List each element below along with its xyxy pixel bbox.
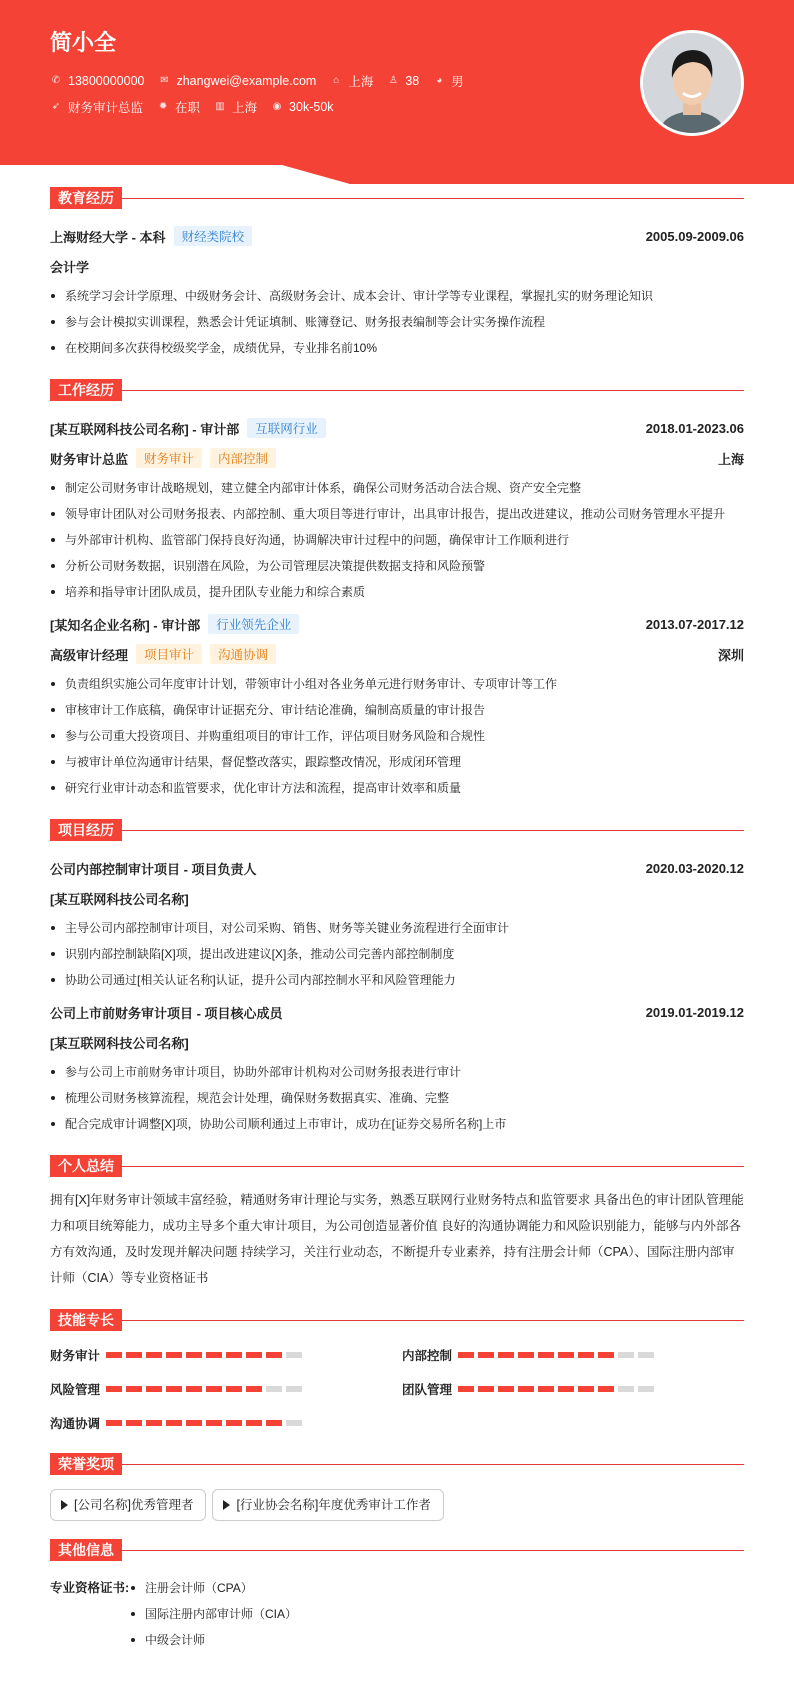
work-city: 上海 xyxy=(232,101,258,115)
project-item xyxy=(50,999,744,1137)
skill-level-bar xyxy=(458,1352,654,1358)
triangle-icon xyxy=(223,1500,230,1510)
level-segment xyxy=(458,1352,474,1358)
send-icon: ➶ xyxy=(51,101,61,112)
list-item: 参与公司上市前财务审计项目，协助外部审计机构对公司财务报表进行审计 xyxy=(50,1059,744,1085)
skill-level-bar xyxy=(106,1420,302,1426)
project-title: 公司上市前财务审计项目 - 项目核心成员 xyxy=(50,1005,283,1021)
list-item: 研究行业审计动态和监管要求，优化审计方法和流程，提高审计效率和质量 xyxy=(50,775,744,801)
company: [某互联网科技公司名称] - 审计部 xyxy=(50,421,240,437)
work-item xyxy=(50,611,744,801)
skill-item xyxy=(402,1343,742,1367)
divider xyxy=(122,1320,744,1321)
section-skills xyxy=(50,1309,744,1331)
position: 财务审计总监 xyxy=(68,101,144,115)
industry-tag: 互联网行业 xyxy=(247,418,326,438)
level-segment xyxy=(146,1386,162,1392)
triangle-icon xyxy=(61,1500,68,1510)
home-icon: ⌂ xyxy=(333,75,340,86)
divider xyxy=(122,198,744,199)
work-city: 上海 xyxy=(717,451,744,467)
gender: 男 xyxy=(451,75,464,89)
role-group xyxy=(50,644,276,664)
project-header xyxy=(50,999,744,1025)
skill-name: 风险管理 xyxy=(50,1383,101,1397)
level-segment xyxy=(106,1352,122,1358)
level-segment xyxy=(126,1386,142,1392)
list-item: 与被审计单位沟通审计结果，督促整改落实，跟踪整改情况，形成闭环管理 xyxy=(50,749,744,775)
role-group xyxy=(50,448,276,468)
role: 财务审计总监 xyxy=(50,451,129,467)
level-segment xyxy=(246,1386,262,1392)
candidate-name: 简小全 xyxy=(50,30,117,55)
level-segment xyxy=(478,1386,494,1392)
level-segment xyxy=(638,1386,654,1392)
status: 在职 xyxy=(175,101,201,115)
gender-icon: ◕ xyxy=(436,75,443,86)
level-segment xyxy=(538,1352,554,1358)
work-title-group xyxy=(50,614,299,634)
level-segment xyxy=(266,1352,282,1358)
skill-level-bar xyxy=(106,1352,302,1358)
skill-item xyxy=(402,1377,742,1401)
skill-item xyxy=(50,1411,402,1435)
work-city: 深圳 xyxy=(717,647,744,663)
skill-level-bar xyxy=(106,1386,302,1392)
list-item: 协助公司通过[相关认证名称]认证，提升公司内部控制水平和风险管理能力 xyxy=(50,967,744,993)
status-icon: ✹ xyxy=(158,101,168,112)
role: 高级审计经理 xyxy=(50,647,129,663)
level-segment xyxy=(166,1386,182,1392)
section-awards xyxy=(50,1453,744,1475)
work-date: 2013.07-2017.12 xyxy=(645,616,744,632)
level-segment xyxy=(246,1352,262,1358)
project-date: 2019.01-2019.12 xyxy=(645,1004,744,1020)
work-bullets xyxy=(50,671,744,801)
skill-tag: 项目审计 xyxy=(136,644,202,664)
phone-icon: ✆ xyxy=(51,75,61,86)
work-list xyxy=(50,415,744,801)
skills-grid xyxy=(50,1343,744,1435)
list-item: 中级会计师 xyxy=(130,1627,297,1653)
level-segment xyxy=(226,1420,242,1426)
level-segment xyxy=(186,1352,202,1358)
level-segment xyxy=(518,1352,534,1358)
section-work xyxy=(50,379,744,401)
level-segment xyxy=(226,1386,242,1392)
level-segment xyxy=(126,1352,142,1358)
project-bullets xyxy=(50,915,744,993)
divider xyxy=(122,1550,744,1551)
work-item xyxy=(50,415,744,605)
level-segment xyxy=(206,1386,222,1392)
level-segment xyxy=(618,1386,634,1392)
section-title: 项目经历 xyxy=(50,819,122,841)
list-item: 识别内部控制缺陷[X]项，提出改进建议[X]条，推动公司完善内部控制制度 xyxy=(50,941,744,967)
skill-tag: 沟通协调 xyxy=(210,644,276,664)
level-segment xyxy=(206,1352,222,1358)
level-segment xyxy=(146,1420,162,1426)
list-item: 参与公司重大投资项目、并购重组项目的审计工作，评估项目财务风险和合规性 xyxy=(50,723,744,749)
project-bullets xyxy=(50,1059,744,1137)
level-segment xyxy=(186,1386,202,1392)
skill-name: 沟通协调 xyxy=(50,1417,101,1431)
level-segment xyxy=(598,1352,614,1358)
role-row xyxy=(50,641,744,667)
salary-icon: ◉ xyxy=(272,101,282,112)
project-title: 公司内部控制审计项目 - 项目负责人 xyxy=(50,861,257,877)
list-item: 制定公司财务审计战略规划，建立健全内部审计体系，确保公司财务活动合法合规、资产安全完整 xyxy=(50,475,744,501)
section-title: 个人总结 xyxy=(50,1155,122,1177)
list-item: 系统学习会计学原理、中级财务会计、高级财务会计、成本会计、审计学等专业课程，掌握扎实的财务理论知识 xyxy=(50,283,744,309)
header xyxy=(0,0,794,185)
certificates-label: 专业资格证书: xyxy=(50,1581,130,1595)
divider xyxy=(122,1464,744,1465)
list-item: 分析公司财务数据，识别潜在风险，为公司管理层决策提供数据支持和风险预警 xyxy=(50,553,744,579)
level-segment xyxy=(286,1420,302,1426)
awards xyxy=(50,1489,744,1521)
list-item: 主导公司内部控制审计项目，对公司采购、销售、财务等关键业务流程进行全面审计 xyxy=(50,915,744,941)
level-segment xyxy=(578,1352,594,1358)
skill-item xyxy=(50,1377,402,1401)
section-title: 荣誉奖项 xyxy=(50,1453,122,1475)
award-label: [行业协会名称]年度优秀审计工作者 xyxy=(236,1498,431,1512)
section-other xyxy=(50,1539,744,1561)
level-segment xyxy=(246,1420,262,1426)
section-education xyxy=(50,187,744,209)
level-segment xyxy=(478,1352,494,1358)
level-segment xyxy=(618,1352,634,1358)
skill-level-bar xyxy=(458,1386,654,1392)
level-segment xyxy=(558,1386,574,1392)
avatar xyxy=(640,30,744,136)
list-item: 审核审计工作底稿，确保审计证据充分、审计结论准确，编制高质量的审计报告 xyxy=(50,697,744,723)
phone: 13800000000 xyxy=(68,74,145,88)
level-segment xyxy=(126,1420,142,1426)
contact-row xyxy=(50,72,464,90)
work-title-group xyxy=(50,418,326,438)
level-segment xyxy=(498,1352,514,1358)
list-item: 配合完成审计调整[X]项，协助公司顺利通过上市审计，成功在[证券交易所名称]上市 xyxy=(50,1111,744,1137)
list-item: 参与会计模拟实训课程，熟悉会计凭证填制、账簿登记、财务报表编制等会计实务操作流程 xyxy=(50,309,744,335)
skill-name: 团队管理 xyxy=(402,1383,453,1397)
level-segment xyxy=(146,1352,162,1358)
level-segment xyxy=(266,1420,282,1426)
level-segment xyxy=(578,1386,594,1392)
project-date: 2020.03-2020.12 xyxy=(645,860,744,876)
summary-text: 拥有[X]年财务审计领域丰富经验，精通财务审计理论与实务，熟悉互联网行业财务特点和监管要求 具备出色的审计团队管理能力和项目统筹能力，成功主导多个重大审计项目，为公司创造显著价值 良好的沟通协调能力和风险识别能力，能够与内外部各方有效沟通，及时发现并解决问题 持续学习，关注行业动态，不断提升专业素养，持有注册会计师（CPA）、国际注册内部审计师（CIA）等专业资格证书 xyxy=(50,1193,744,1285)
skill-tag: 内部控制 xyxy=(210,448,276,468)
project-list xyxy=(50,855,744,1137)
school-tag: 财经类院校 xyxy=(174,226,253,246)
level-segment xyxy=(206,1420,222,1426)
section-summary xyxy=(50,1155,744,1177)
skill-item xyxy=(50,1343,402,1367)
project-org: [某互联网科技公司名称] xyxy=(50,1035,189,1051)
skill-name: 内部控制 xyxy=(402,1349,453,1363)
list-item: 负责组织实施公司年度审计计划，带领审计小组对各业务单元进行财务审计、专项审计等工作 xyxy=(50,671,744,697)
project-header xyxy=(50,855,744,881)
age: 38 xyxy=(405,74,420,88)
section-title: 教育经历 xyxy=(50,187,122,209)
section-title: 工作经历 xyxy=(50,379,122,401)
work-header xyxy=(50,415,744,441)
mail-icon: ✉ xyxy=(160,75,169,86)
section-projects xyxy=(50,819,744,841)
project-item xyxy=(50,855,744,993)
level-segment xyxy=(558,1352,574,1358)
divider xyxy=(122,830,744,831)
work-bullets xyxy=(50,475,744,605)
list-item: 培养和指导审计团队成员，提升团队专业能力和综合素质 xyxy=(50,579,744,605)
award-label: [公司名称]优秀管理者 xyxy=(74,1498,194,1512)
education-header xyxy=(50,223,744,249)
salary: 30k-50k xyxy=(289,100,334,114)
edu-date: 2005.09-2009.06 xyxy=(645,228,744,244)
level-segment xyxy=(598,1386,614,1392)
list-item: 与外部审计机构、监管部门保持良好沟通，协调解决审计过程中的问题，确保审计工作顺利进行 xyxy=(50,527,744,553)
list-item: 在校期间多次获得校级奖学金，成绩优异，专业排名前10% xyxy=(50,335,744,361)
work-date: 2018.01-2023.06 xyxy=(645,420,744,436)
level-segment xyxy=(638,1352,654,1358)
list-item: 领导审计团队对公司财务报表、内部控制、重大项目等进行审计，出具审计报告，提出改进建议，推动公司财务管理水平提升 xyxy=(50,501,744,527)
level-segment xyxy=(166,1352,182,1358)
level-segment xyxy=(498,1386,514,1392)
major: 会计学 xyxy=(50,259,90,275)
company: [某知名企业名称] - 审计部 xyxy=(50,617,201,633)
resume-body xyxy=(50,187,744,1653)
divider xyxy=(122,390,744,391)
section-title: 其他信息 xyxy=(50,1539,122,1561)
level-segment xyxy=(518,1386,534,1392)
level-segment xyxy=(286,1352,302,1358)
award-item xyxy=(212,1489,443,1521)
list-item: 注册会计师（CPA） xyxy=(130,1575,297,1601)
edu-bullets xyxy=(50,283,744,361)
email: zhangwei@example.com xyxy=(176,74,317,88)
skill-name: 财务审计 xyxy=(50,1349,101,1363)
section-title: 技能专长 xyxy=(50,1309,122,1331)
list-item: 梳理公司财务核算流程，规范会计处理，确保财务数据真实、准确、完整 xyxy=(50,1085,744,1111)
work-header xyxy=(50,611,744,637)
building-icon: ▥ xyxy=(215,101,225,112)
city: 上海 xyxy=(348,75,374,89)
level-segment xyxy=(538,1386,554,1392)
award-item xyxy=(50,1489,206,1521)
industry-tag: 行业领先企业 xyxy=(208,614,299,634)
list-item: 国际注册内部审计师（CIA） xyxy=(130,1601,297,1627)
level-segment xyxy=(226,1352,242,1358)
project-org: [某互联网科技公司名称] xyxy=(50,891,189,907)
level-segment xyxy=(266,1386,282,1392)
role-row xyxy=(50,445,744,471)
level-segment xyxy=(106,1420,122,1426)
cake-icon: ♙ xyxy=(388,75,398,86)
job-intent-row xyxy=(50,98,334,116)
school: 上海财经大学 - 本科 xyxy=(50,229,166,245)
level-segment xyxy=(286,1386,302,1392)
certificates xyxy=(50,1575,744,1653)
level-segment xyxy=(186,1420,202,1426)
divider xyxy=(122,1166,744,1167)
level-segment xyxy=(166,1420,182,1426)
certificate-list xyxy=(130,1575,297,1653)
level-segment xyxy=(458,1386,474,1392)
level-segment xyxy=(106,1386,122,1392)
skill-tag: 财务审计 xyxy=(136,448,202,468)
